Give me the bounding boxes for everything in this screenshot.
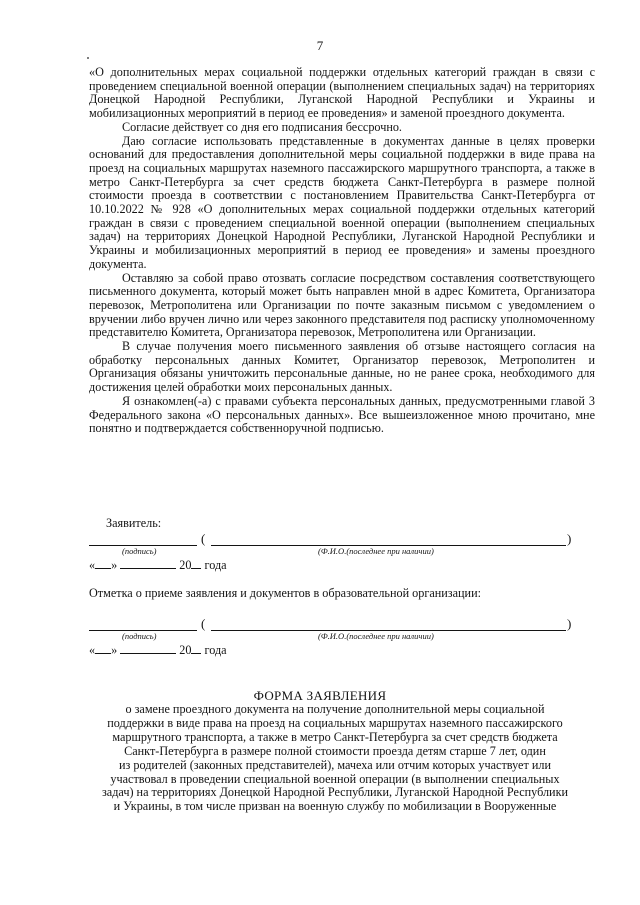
form-subtitle xyxy=(70,703,600,814)
month-blank[interactable] xyxy=(120,558,176,569)
form-subtitle-line: Санкт-Петербурга в размере полной стоимости проезда детям старше 7 лет, один xyxy=(124,743,546,758)
form-subtitle-line: о замене проездного документа на получение дополнительной меры социальной xyxy=(125,702,545,716)
acceptance-signature-caption: (подпись) xyxy=(122,631,157,641)
year-suffix: года xyxy=(204,643,227,657)
form-subtitle-line: и Украины, в том числе призван на военную службу по мобилизации в Вооруженные xyxy=(113,799,557,814)
applicant-close-paren: ) xyxy=(567,531,572,546)
date-close-quote: » xyxy=(111,558,118,572)
paragraph-withdrawal: Оставляю за собой право отозвать согласие посредством составления соответствующего письменного документа, который может быть направлен мной в адрес Комитета, Организатора перевозок, Метрополитена или Организации по почте заказным письмом с уведомлением о вручении либо вручен лично или через законного представителя под расписку уполномоченному представителю Комитета, Организатора перевозок, Метрополитена или Организации. xyxy=(89,270,595,340)
applicant-label: Заявитель: xyxy=(106,516,162,530)
year-prefix: 20 xyxy=(179,643,192,657)
scan-speck xyxy=(87,57,89,59)
paragraph-consent: Даю согласие использовать представленные в документах данные в целях проверки оснований для предоставления дополнительной меры социальной поддержки в виде права на проезд на социальных маршрутах наземного пассажирского маршрутного транспорта, а также в метро Санкт-Петербурга за счет средств бюджета Санкт-Петербурга в размере полной стоимости проезда в соответствии с постановлением Правительства Санкт-Петербурга от 10.10.2022 № 928 «О дополнительных мерах социальной поддержки отдельных категорий граждан в связи с проведением специальной военной операции (выполнением специальных задач) на территориях Донецкой Народной Республики, Луганской Народной Республики и Украины и мобилизационных мероприятий в период ее проведения» и замены проездного документа. xyxy=(89,133,595,271)
form-subtitle-line: поддержки в виде права на проезд на социальных маршрутах наземного пассажирского xyxy=(107,715,563,730)
applicant-name-caption: (Ф.И.О.(последнее при наличии) xyxy=(318,546,434,556)
day-blank[interactable] xyxy=(95,643,111,654)
form-title: ФОРМА ЗАЯВЛЕНИЯ xyxy=(253,688,387,703)
paragraph-validity: Согласие действует со дня его подписания бессрочно. xyxy=(122,119,402,134)
form-subtitle-line: участвовал в проведении специальной военной операции (в выполнении специальных xyxy=(110,771,560,786)
acceptance-date-row xyxy=(89,643,227,658)
acceptance-label: Отметка о приеме заявления и документов в образовательной организации: xyxy=(89,586,481,600)
form-subtitle-line: из родителей (законных представителей), мачеха или отчим которых участвует или xyxy=(119,757,551,772)
form-subtitle-line: маршрутного транспорта, а также в метро Санкт-Петербурга за счет средств бюджета xyxy=(112,729,558,744)
year-blank[interactable] xyxy=(191,558,201,569)
consent-body xyxy=(89,66,595,436)
applicant-signature-caption: (подпись) xyxy=(122,546,157,556)
year-suffix: года xyxy=(204,558,227,572)
year-prefix: 20 xyxy=(179,558,192,572)
applicant-open-paren: ( xyxy=(201,531,206,546)
acceptance-name-caption: (Ф.И.О.(последнее при наличии) xyxy=(318,631,434,641)
acceptance-close-paren: ) xyxy=(567,616,572,631)
day-blank[interactable] xyxy=(95,558,111,569)
date-open-quote: « xyxy=(89,558,96,572)
paragraph-acknowledgement: Я ознакомлен(-а) с правами субъекта персональных данных, предусмотренными главой 3 Федерального закона «О персональных данных». Все вышеизложенное мною прочитано, мне понятно и подтверждается собственноручной подписью. xyxy=(89,393,595,436)
month-blank[interactable] xyxy=(120,643,176,654)
form-subtitle-line: задач) на территориях Донецкой Народной Республики, Луганской Народной Республики xyxy=(101,785,569,800)
date-close-quote: » xyxy=(111,643,118,657)
paragraph-continuation: «О дополнительных мерах социальной поддержки отдельных категорий граждан в связи с проведением специальной военной операции (выполнением специальных задач) на территориях Донецкой Народной Республики, Луганской Народной Республики и Украины и мобилизационных мероприятий в период ее проведения» и заменой проездного документа. xyxy=(89,65,595,121)
applicant-date-row xyxy=(89,558,227,573)
acceptance-open-paren: ( xyxy=(201,616,206,631)
date-open-quote: « xyxy=(89,643,96,657)
paragraph-destruction: В случае получения моего письменного заявления об отзыве настоящего согласия на обработку персональных данных Комитет, Организатор перевозок, Метрополитен и Организация обязаны уничтожить персональные данные, но не ранее срока, необходимого для достижения целей обработки моих персональных данных. xyxy=(89,339,595,395)
year-blank[interactable] xyxy=(191,643,201,654)
page-number: 7 xyxy=(316,38,324,53)
